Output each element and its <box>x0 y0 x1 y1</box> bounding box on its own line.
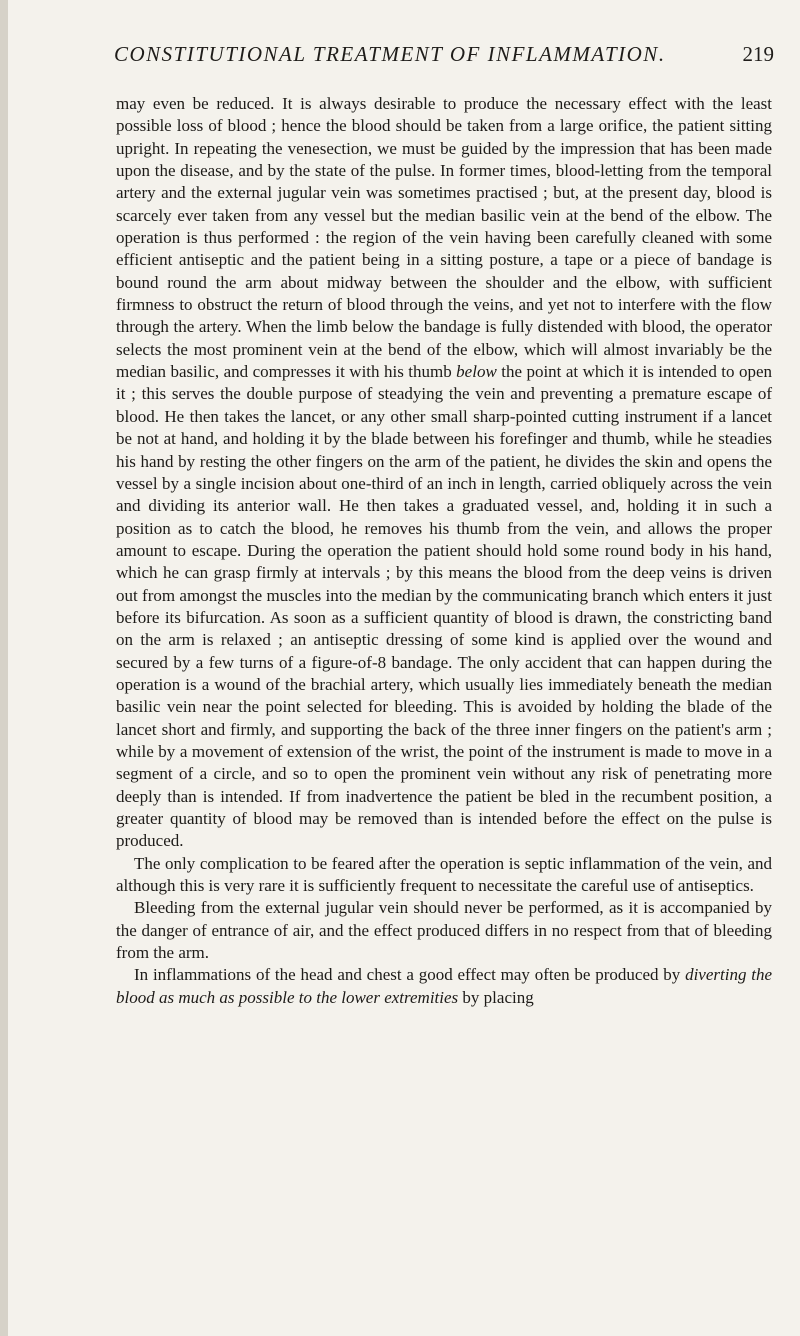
paragraph-bloodletting-procedure <box>116 93 772 853</box>
text-run: The only complication to be feared after the operation is septic inflammation of the vein, and although this is very rare it is sufficiently frequent to necessitate the careful use of antiseptics. <box>116 853 772 896</box>
text-run: may even be reduced. It is always desirable to produce the necessary effect with the least possible loss of blood ; hence the blood should be taken from a large orifice, the patient sitting upright. In repeating the venesection, we must be guided by the impression that has been made upon the disease, and by the state of the pulse. In former times, blood-letting from the temporal artery and the external jugular vein was sometimes practised ; but, at the present day, blood is scarcely ever taken from any vessel but the median basilic vein at the bend of the elbow. The operation is thus performed : the region of the vein having been carefully cleaned with some efficient antiseptic and the patient being in a sitting posture, a tape or a piece of bandage is bound round the arm about midway between the shoulder and the elbow, with sufficient firmness to obstruct the return of blood through the veins, and yet not to interfere with the flow through the artery. When the limb below the bandage is fully distended with blood, the operator selects the most prominent vein at the bend of the elbow, which will almost invariably be the median basilic, and compresses it with his thumb <box>116 94 772 382</box>
page-header <box>98 42 774 72</box>
italic-text: diverting the blood as much as possible to the lower extremities <box>116 965 772 1007</box>
text-run: the point at which it is intended to open it ; this serves the double purpose of steadying the vein and preventing a premature escape of blood. He then takes the lancet, or any other small sharp-pointed cutting instrument if a lancet be not at hand, and holding it by the blade between his forefinger and thumb, while he steadies his hand by resting the other fingers on the arm of the patient, he divides the skin and opens the vessel by a single incision about one-third of an inch in length, carried obliquely across the vein and dividing its anterior wall. He then takes a graduated vessel, and, holding it in such a position as to catch the blood, he removes his thumb from the vein, and allows the proper amount to escape. During the operation the patient should hold some round body in his hand, which he can grasp firmly at intervals ; by this means the blood from the deep veins is driven out from amongst the muscles into the median by the communicating branch which enters it just before its bifurcation. As soon as a sufficient quantity of blood is drawn, the constricting band on the arm is relaxed ; an antiseptic dressing of some kind is applied over the wound and secured by a few turns of a figure-of-8 bandage. The only accident that can happen during the operation is a wound of the brachial artery, which usually lies immediately beneath the median basilic vein near the point selected for bleeding. This is avoided by holding the blade of the lancet short and firmly, and supporting the back of the three inner fingers on the patient's arm ; while by a movement of extension of the wrist, the point of the instrument is made to move in a segment of a circle, and so to open the prominent vein without any risk of penetrating more deeply than is intended. If from inadvertence the patient be bled in the recumbent position, a greater quantity of blood may be removed than is intended before the effect on the pulse is produced. <box>116 362 772 851</box>
running-head: CONSTITUTIONAL TREATMENT OF INFLAMMATION. <box>114 42 666 66</box>
page-number: 219 <box>742 42 774 66</box>
text-run: Bleeding from the external jugular vein should never be performed, as it is accompanied by the danger of entrance of air, and the effect produced differs in no respect from that of bleeding from the arm. <box>116 898 772 963</box>
text-run: In inflammations of the head and chest a good effect may often be produced by <box>134 965 686 985</box>
paragraph-diverting-blood <box>116 964 772 1009</box>
italic-text: below <box>456 362 497 382</box>
body-text <box>116 93 772 1009</box>
text-run: by placing <box>458 987 534 1007</box>
paragraph-jugular-bleeding <box>116 897 772 964</box>
paragraph-septic-complication <box>116 853 772 898</box>
page-gutter <box>0 0 8 1336</box>
